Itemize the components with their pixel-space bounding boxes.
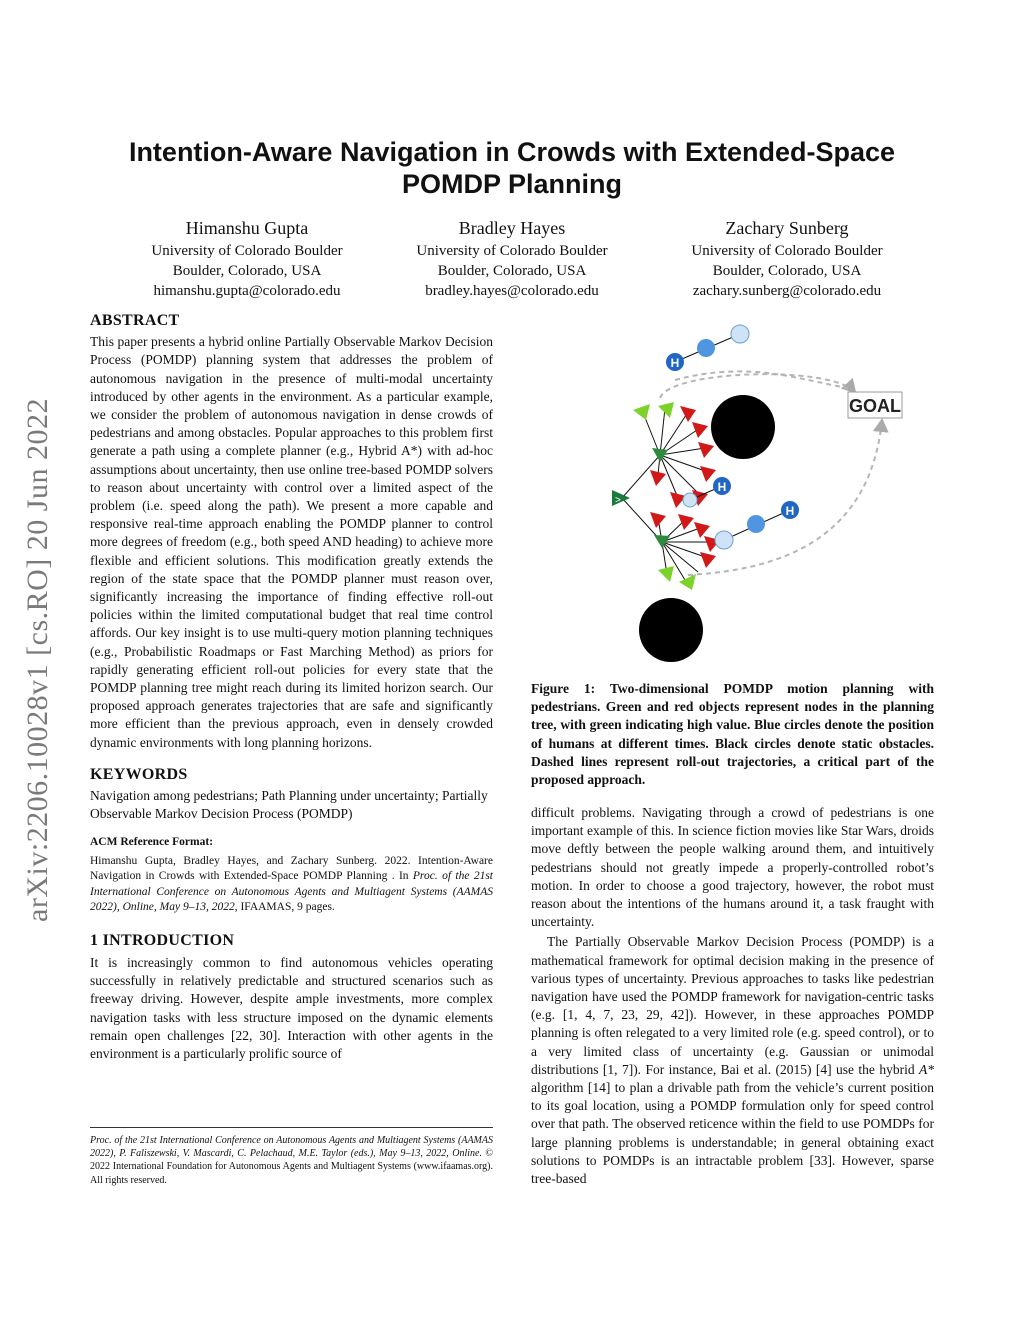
acm-reference-venue: Proc. of the 21st International Conference on Autonomous Agents and Multiagent Systems (AAMAS 2022), Online, May 9–13, 2022	[90, 870, 493, 914]
human-label: H	[717, 480, 727, 494]
introduction-heading: 1 INTRODUCTION	[90, 931, 235, 949]
author-block-1	[102, 217, 392, 301]
paper-title	[90, 136, 934, 200]
author-location: Boulder, Colorado, USA	[712, 263, 862, 279]
rollout-trajectory-1	[660, 374, 855, 398]
author-location: Boulder, Colorado, USA	[437, 263, 587, 279]
figure-1	[600, 320, 920, 665]
author-block-3	[642, 217, 932, 301]
robot-root-label: >	[615, 495, 621, 506]
arxiv-identifier-text: arXiv:2206.10028v1 [cs.RO] 20 Jun 2022	[21, 398, 54, 922]
author-affiliation: University of Colorado Boulder	[151, 243, 343, 259]
arxiv-identifier	[18, 360, 58, 960]
abstract-heading: ABSTRACT	[90, 312, 180, 329]
acm-reference-text	[90, 854, 493, 916]
footnote-venue: Proc. of the 21st International Conference on Autonomous Agents and Multiagent Systems (AAMAS 2022), P. Faliszewski, V. Mascardi, C. Pelachaud, M.E. Taylor (eds.), May 9–13, 2022, Online.	[90, 1135, 493, 1160]
acm-reference-heading: ACM Reference Format:	[90, 836, 214, 849]
author-block-2	[367, 217, 657, 301]
abstract-text: This paper presents a hybrid online Partially Observable Markov Decision Process (POMDP) planning system that addresses the problem of autonomous navigation in the presence of multi-modal uncertainty introduced by other agents in the environment. As a particular example, we consider the problem of autonomous navigation in dense crowds of pedestrians and among obstacles. Popular approaches to this problem first generate a path using a complete planner (e.g., Hybrid A*) with ad-hoc assumptions about uncertainty, then use online tree-based POMDP solvers to reason about uncertainty with control over a limited aspect of the problem (i.e. speed along the path). We present a more capable and responsive real-time approach enabling the POMDP planner to control more degrees of freedom (e.g., both speed AND heading) to achieve more flexible and efficient solutions. This modification greatly extends the region of the state space that the POMDP planner must reason over, significantly increasing the importance of finding effective roll-out policies within the limited computational budget that real time control affords. Our key insight is to use multi-query motion planning techniques (e.g., Probabilistic Roadmaps or Fast Marching Method) as priors for rapidly generating efficient roll-out policies for every state that the POMDP planning tree might reach during its limited horizon search. Our proposed approach generates trajectories that are safe and significantly more efficient than the previous approach, even in densely crowded dynamic environments with long planning horizons.	[90, 334, 493, 750]
right-paragraph-1: difficult problems. Navigating through a crowd of pedestrians is one important example of this. In science fiction movies like Star Wars, droids move deftly between the people walking around them, and intuitively pedestrians should not greatly impede a properly-controlled robot’s motion. In order to choose a good trajectory, however, the robot must reason about the intentions of the humans around it, a task fraught with uncertainty.	[531, 805, 934, 930]
figure-caption: Figure 1: Two-dimensional POMDP motion planning with pedestrians. Green and red objects represent nodes in the planning tree, with green indicating high value. Blue circles denote the position of humans at different times. Black circles denote static obstacles. Dashed lines represent roll-out trajectories, a critical part of the proposed approach.	[531, 681, 934, 788]
author-name: Himanshu Gupta	[185, 218, 309, 238]
author-name: Zachary Sunberg	[725, 218, 849, 238]
human-trajectory-3	[715, 501, 799, 549]
human-trajectory-1	[666, 325, 749, 371]
author-email: himanshu.gupta@colorado.edu	[153, 283, 341, 299]
author-affiliation: University of Colorado Boulder	[691, 243, 883, 259]
right-paragraph-2	[531, 933, 934, 1188]
right-paragraph-2-part-a: The Partially Observable Markov Decision Process (POMDP) is a mathematical framework for optimal decision making in the presence of various types of uncertainty. Previous approaches to tasks like pedestrian navigation have used the POMDP framework for navigation-centric tasks (e.g. [1, 4, 7, 23, 29, 42]). However, in these approaches POMDP planning is often relegated to a very limited role (e.g. speed control), or to a very limited class of uncertainty (e.g. Gaussian or unimodal distributions [1, 7]). For instance, Bai et al. (2015) [4] use the hybrid	[531, 934, 934, 1077]
footnote	[90, 1134, 493, 1187]
author-affiliation: University of Colorado Boulder	[416, 243, 608, 259]
keywords-text: Navigation among pedestrians; Path Planning under uncertainty; Partially Observable Markov Decision Process (POMDP)	[90, 788, 488, 822]
static-obstacle	[639, 598, 703, 662]
a-star-symbol: A*	[919, 1061, 935, 1077]
right-column	[531, 804, 934, 1188]
human-label: H	[785, 504, 795, 518]
acm-reference-authors: Himanshu Gupta, Bradley Hayes, and Zachary Sunberg. 2022. Intention-Aware Navigation in Crowds with Extended-Space POMDP Planning . In	[90, 854, 493, 883]
footnote-rule	[90, 1127, 493, 1128]
human-trajectory-2	[683, 477, 731, 507]
author-name: Bradley Hayes	[458, 218, 566, 238]
right-paragraph-2-part-b: algorithm [14] to plan a drivable path from the vehicle’s current position to its goal location, using a POMDP formulation only for speed control over that path. The observed reticence within the field to use POMDPs for large planning problems is understandable; in general obtaining exact solutions to POMDPs is an intractable problem [33]. However, sparse tree-based	[531, 1080, 934, 1187]
title-line-1: Intention-Aware Navigation in Crowds with Extended-Space	[128, 137, 896, 167]
author-location: Boulder, Colorado, USA	[172, 263, 322, 279]
author-email: zachary.sunberg@colorado.edu	[692, 283, 882, 299]
footnote-copyright: © 2022 International Foundation for Autonomous Agents and Multiagent Systems (www.ifaamas.org). All rights reserved.	[90, 1148, 493, 1186]
keywords-heading: KEYWORDS	[90, 765, 188, 783]
title-line-2: POMDP Planning	[401, 169, 623, 199]
human-label: H	[670, 356, 680, 370]
acm-reference-end: , IFAAMAS, 9 pages.	[234, 901, 335, 914]
introduction-text: It is increasingly common to find autonomous vehicles operating successfully in relatively predictable and structured scenarios such as freeway driving. However, despite ample investments, more complex navigation tasks with less structure imposed on the dynamic elements remain open challenges [22, 30]. Interaction with other agents in the environment is a particularly prolific source of	[90, 954, 493, 1061]
static-obstacle	[711, 395, 775, 459]
author-email: bradley.hayes@colorado.edu	[425, 283, 599, 299]
goal-label: GOAL	[849, 396, 901, 416]
left-column	[90, 312, 493, 1063]
